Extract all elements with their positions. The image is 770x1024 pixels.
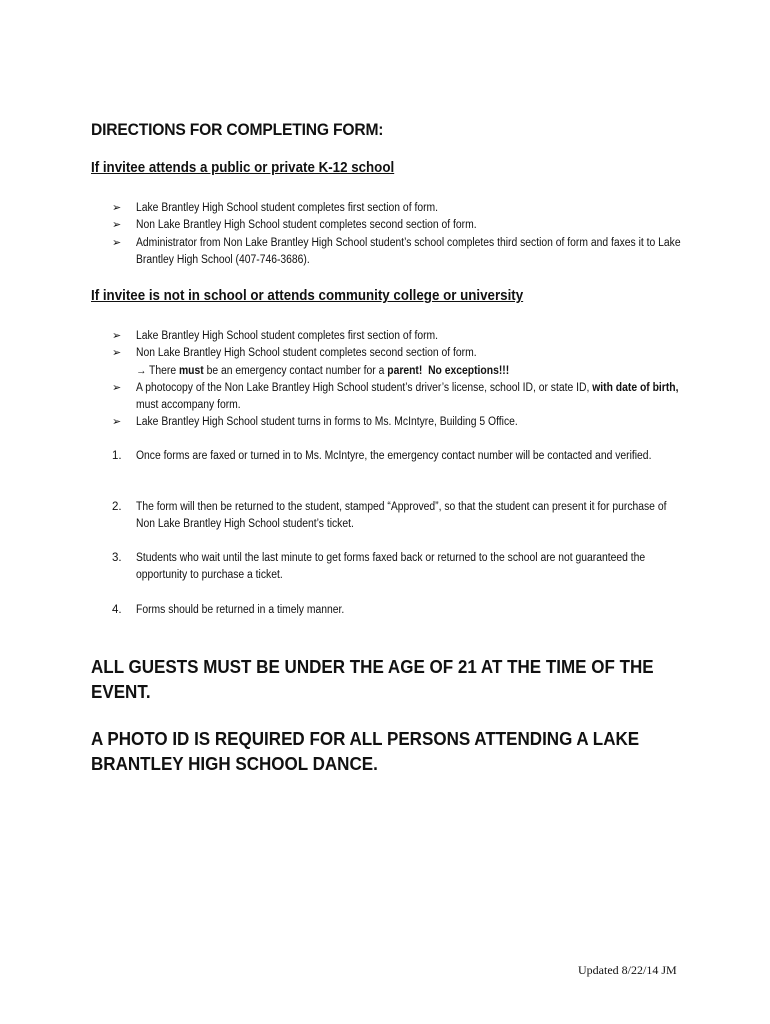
photo-id-notice: A PHOTO ID IS REQUIRED FOR ALL PERSONS ATTENDING A LAKE BRANTLEY HIGH SCHOOL DANCE.: [91, 728, 640, 774]
list-item-text: Non Lake Brantley High School student completes second section of form.: [136, 347, 477, 360]
age-requirement-notice: ALL GUESTS MUST BE UNDER THE AGE OF 21 AT THE TIME OF THE EVENT.: [91, 656, 654, 702]
step-number: 1.: [112, 450, 122, 462]
page-title: DIRECTIONS FOR COMPLETING FORM:: [91, 120, 384, 139]
list-item: [112, 328, 692, 345]
arrow-bullet-icon: ➢: [112, 347, 122, 360]
step-text: Students who wait until the last minute to get forms faxed back or returned to the school are not guaranteed the opportunity to purchase a ticket.: [136, 552, 646, 582]
step-text: Once forms are faxed or turned in to Ms. McIntyre, the emergency contact number will be contacted and verified.: [136, 450, 652, 462]
list-item-text: Non Lake Brantley High School student completes second section of form.: [136, 219, 477, 232]
step-text: Forms should be returned in a timely manner.: [136, 604, 345, 616]
arrow-bullet-icon: ➢: [112, 330, 122, 342]
step-text: The form will then be returned to the student, stamped “Approved”, so that the student can present it for purchase of Non Lake Brantley High School student’s ticket.: [136, 501, 667, 531]
updated-footer: Updated 8/22/14 JM: [578, 963, 677, 977]
list-item: [112, 200, 692, 217]
arrow-bullet-icon: ➢: [112, 219, 122, 232]
bullet-list-k12: [112, 200, 692, 269]
arrow-bullet-icon: ➢: [112, 416, 122, 429]
list-item-text: Administrator from Non Lake Brantley High School student’s school completes third section of form and faxes it to Lake Brantley High School (407-746-3686).: [136, 236, 681, 266]
right-arrow-icon: →: [136, 364, 147, 377]
list-item-text: Lake Brantley High School student turns in forms to Ms. McIntyre, Building 5 Office.: [136, 416, 518, 429]
list-item: [112, 235, 692, 270]
list-item: [112, 345, 692, 362]
step-number: 4.: [112, 604, 122, 616]
section-heading-not-in-school: If invitee is not in school or attends community college or university: [91, 288, 524, 304]
section-heading-k12: If invitee attends a public or private K-12 school: [91, 160, 395, 176]
step-number: 2.: [112, 501, 122, 513]
bullet-list-not-in-school: [112, 328, 692, 432]
list-item-text: A photocopy of the Non Lake Brantley High School student’s driver’s license, school ID, or state ID, with date of birth, must accompany form.: [136, 381, 679, 412]
list-item: [112, 414, 692, 431]
list-item: [112, 217, 692, 234]
arrow-bullet-icon: ➢: [112, 202, 122, 214]
arrow-bullet-icon: ➢: [112, 381, 122, 394]
arrow-bullet-icon: ➢: [112, 236, 122, 249]
list-item-text: Lake Brantley High School student completes first section of form.: [136, 202, 439, 214]
emergency-contact-note: → There must be an emergency contact number for a parent! No exceptions!!!: [136, 364, 510, 377]
list-item-text: Lake Brantley High School student completes first section of form.: [136, 330, 439, 342]
step-number: 3.: [112, 552, 122, 564]
list-item: [112, 380, 692, 415]
